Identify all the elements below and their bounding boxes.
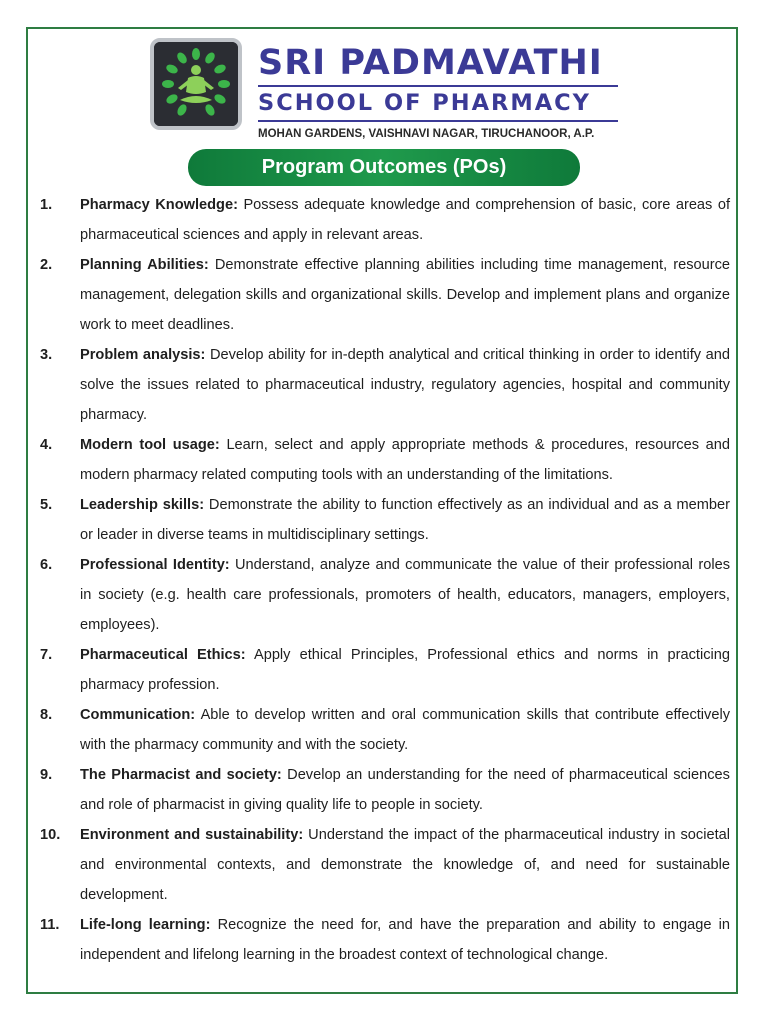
outcome-number: 10. xyxy=(40,827,61,843)
section-title: Program Outcomes (POs) xyxy=(261,156,507,178)
outcome-number: 4. xyxy=(40,437,53,453)
outcome-number: 11. xyxy=(40,917,60,933)
outcome-text: Develop ability for in-depth analytical and critical thinking in order to identify and solve the issues related to pharmaceutical industry, regulatory agencies, hospital and community pharmacy. xyxy=(80,347,730,423)
outcome-item xyxy=(40,700,730,760)
outcome-title: Communication: xyxy=(80,707,196,723)
program-outcomes-list xyxy=(40,190,730,970)
outcome-number: 3. xyxy=(40,347,53,363)
outcome-text: Learn, select and apply appropriate methods & procedures, resources and modern pharmacy related computing tools with an understanding of the limitations. xyxy=(80,437,731,483)
outcome-title: Pharmacy Knowledge: xyxy=(80,197,238,213)
outcome-text: Develop an understanding for the need of pharmaceutical sciences and role of pharmacist in giving quality life to people in society. xyxy=(80,767,730,813)
outcome-item xyxy=(40,640,730,700)
outcome-title: Planning Abilities: xyxy=(80,257,209,273)
header-divider xyxy=(258,85,618,87)
outcome-item xyxy=(40,250,730,340)
outcome-item xyxy=(40,550,730,640)
header-divider xyxy=(258,120,618,122)
outcome-title: Environment and sustainability: xyxy=(80,827,304,843)
meditating-figure-icon xyxy=(154,42,238,126)
outcome-item xyxy=(40,910,730,970)
school-logo xyxy=(150,38,242,130)
outcome-title: Leadership skills: xyxy=(80,497,205,513)
outcome-item xyxy=(40,430,730,490)
section-banner xyxy=(188,149,580,186)
outcome-number: 7. xyxy=(40,647,53,663)
outcome-item xyxy=(40,340,730,430)
outcome-title: Modern tool usage: xyxy=(80,437,220,453)
outcome-text: Understand the impact of the pharmaceutical industry in societal and environmental contexts, and demonstrate the knowledge of, and need for sustainable development. xyxy=(80,827,730,903)
outcome-item xyxy=(40,760,730,820)
outcome-title: Professional Identity: xyxy=(80,557,230,573)
outcome-text: Recognize the need for, and have the preparation and ability to engage in independent and lifelong learning in the broadest context of technological change. xyxy=(80,917,730,963)
outcome-text: Demonstrate the ability to function effectively as an individual and as a member or leader in diverse teams in multidisciplinary settings. xyxy=(80,497,730,543)
outcome-text: Apply ethical Principles, Professional ethics and norms in practicing pharmacy profession. xyxy=(80,647,730,693)
outcome-number: 9. xyxy=(40,767,53,783)
school-name: SRI PADMAVATHI xyxy=(258,43,603,83)
outcome-title: The Pharmacist and society: xyxy=(80,767,282,783)
outcome-number: 5. xyxy=(40,497,53,513)
school-subtitle: SCHOOL OF PHARMACY xyxy=(258,90,591,116)
outcome-number: 1. xyxy=(40,197,53,213)
outcome-title: Pharmaceutical Ethics: xyxy=(80,647,246,663)
outcome-item xyxy=(40,820,730,910)
outcome-text: Possess adequate knowledge and comprehension of basic, core areas of pharmaceutical sciences and apply in relevant areas. xyxy=(80,197,730,243)
outcome-item xyxy=(40,490,730,550)
outcome-number: 6. xyxy=(40,557,53,573)
outcome-number: 8. xyxy=(40,707,53,723)
outcome-title: Life-long learning: xyxy=(80,917,211,933)
outcome-text: Understand, analyze and communicate the value of their professional roles in society (e.g. health care professionals, promoters of health, educators, managers, employers, employees). xyxy=(80,557,730,633)
outcome-title: Problem analysis: xyxy=(80,347,206,363)
outcome-number: 2. xyxy=(40,257,53,273)
school-address: MOHAN GARDENS, VAISHNAVI NAGAR, TIRUCHANOOR, A.P. xyxy=(258,128,595,140)
outcome-text: Able to develop written and oral communication skills that contribute effectively with the pharmacy community and with the society. xyxy=(80,707,730,753)
outcome-text: Demonstrate effective planning abilities including time management, resource management, delegation skills and organizational skills. Develop and implement plans and organize work to meet deadlines. xyxy=(80,257,730,333)
outcome-item xyxy=(40,190,730,250)
